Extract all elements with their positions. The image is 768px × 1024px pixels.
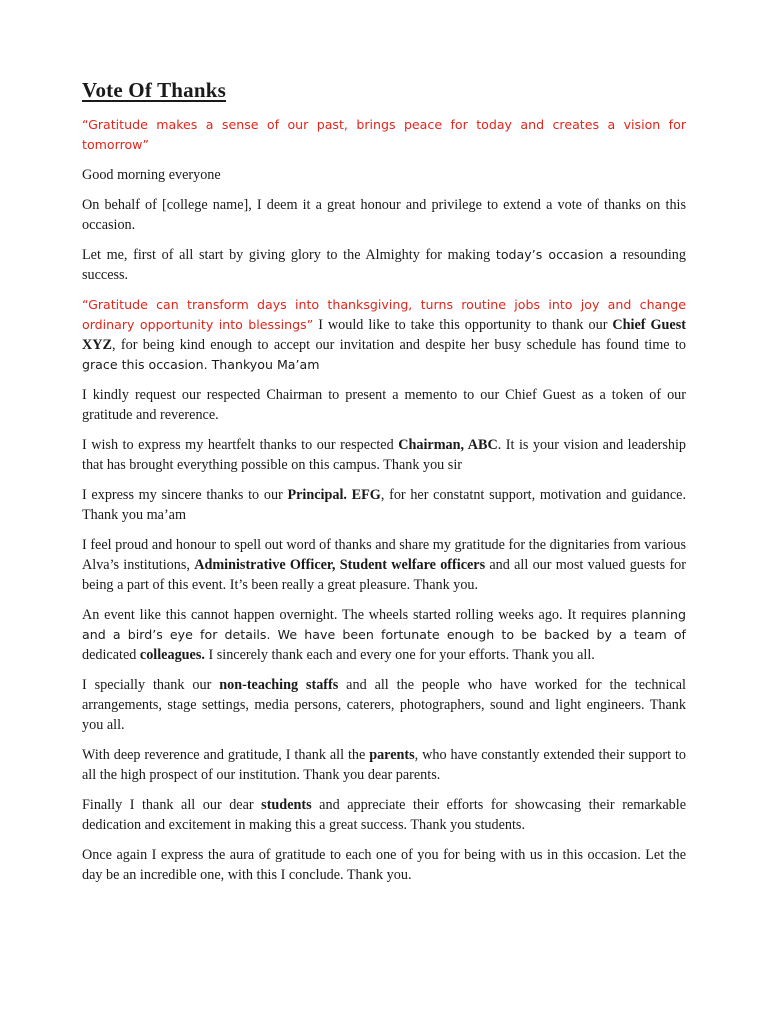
second-quote: “Gratitude can transform days into thanksgiving, turns routine jobs into joy and change ordinary opportunity into blessings” bbox=[82, 297, 686, 332]
paragraph-glory bbox=[82, 245, 686, 285]
opening-quote: “Gratitude makes a sense of our past, brings peace for today and creates a vision for tomorrow” bbox=[82, 117, 686, 152]
colleagues-text-d: I sincerely thank each and every one for your efforts. Thank you all. bbox=[204, 647, 595, 663]
parents-text-b: , who have constantly extended their support to all the high prospect of our institution. Thank you dear parents. bbox=[82, 747, 686, 783]
document-page bbox=[82, 76, 686, 895]
paragraph-memento: I kindly request our respected Chairman to present a memento to our Chief Guest as a token of our gratitude and reverence. bbox=[82, 387, 686, 423]
dignitaries-text-a: I feel proud and honour to spell out word of thanks and share my gratitude for the dignitaries from various Alva’s institutions, bbox=[82, 537, 686, 573]
principal-text-b: , for her constatnt support, motivation and guidance. Thank you ma’am bbox=[82, 487, 686, 523]
students-text-a: Finally I thank all our dear bbox=[82, 797, 262, 813]
paragraph-students bbox=[82, 795, 686, 835]
colleagues-text-c: dedicated bbox=[82, 647, 140, 663]
guest-text-a: I would like to take this opportunity to thank our bbox=[313, 317, 613, 333]
glory-text-c: resounding success. bbox=[82, 247, 686, 283]
glory-text-a: Let me, first of all start by giving glory to the Almighty for making bbox=[82, 247, 496, 263]
parents-text-a: With deep reverence and gratitude, I thank all the bbox=[82, 747, 370, 763]
paragraph-staff bbox=[82, 675, 686, 735]
dignitaries-text-b: and all our most valued guests for being a part of this event. It’s been really a great pleasure. Thank you. bbox=[82, 557, 686, 593]
guest-text-d: Thankyou Ma’am bbox=[207, 357, 320, 372]
glory-text-b: today’s occasion a bbox=[495, 247, 618, 262]
parents-bold: parents bbox=[369, 747, 415, 763]
paragraph-parents bbox=[82, 745, 686, 785]
colleagues-text-b: planning and a bird’s eye for details. We have been fortunate enough to be backed by a team of bbox=[82, 607, 686, 642]
colleagues-text-a: An event like this cannot happen overnight. The wheels started rolling weeks ago. It requires bbox=[82, 607, 632, 623]
colleagues-bold: colleagues. bbox=[139, 647, 205, 663]
paragraph-principal bbox=[82, 485, 686, 525]
chief-guest-name: Chief Guest XYZ bbox=[82, 317, 686, 353]
staff-text-b: and all the people who have worked for the technical arrangements, stage settings, media persons, caterers, photographers, sound and light engineers. Thank you all. bbox=[82, 677, 686, 733]
paragraph-colleagues bbox=[82, 605, 686, 665]
guest-text-b: , for being kind enough to accept our invitation and despite her busy schedule has found time to bbox=[111, 337, 686, 353]
principal-text-a: I express my sincere thanks to our bbox=[82, 487, 288, 503]
chairman-text-b: . It is your vision and leadership that has brought everything possible on this campus. Thank you sir bbox=[82, 437, 686, 473]
paragraph-chief-guest bbox=[82, 295, 686, 375]
paragraph-behalf: On behalf of [college name], I deem it a great honour and privilege to extend a vote of thanks on this occasion. bbox=[82, 197, 686, 233]
paragraph-chairman bbox=[82, 435, 686, 475]
guest-text-c: grace this occasion. bbox=[82, 357, 208, 372]
chairman-text-a: I wish to express my heartfelt thanks to our respected bbox=[82, 437, 399, 453]
paragraph-conclusion: Once again I express the aura of gratitude to each one of you for being with us in this occasion. Let the day be an incredible one, with this I conclude. Thank you. bbox=[82, 847, 686, 883]
students-bold: students bbox=[261, 797, 312, 813]
paragraph-dignitaries bbox=[82, 535, 686, 595]
staff-bold: non-teaching staffs bbox=[219, 677, 339, 693]
greeting: Good morning everyone bbox=[82, 167, 221, 183]
principal-name: Principal. EFG bbox=[287, 487, 381, 503]
staff-text-a: I specially thank our bbox=[82, 677, 220, 693]
students-text-b: and appreciate their efforts for showcasing their remarkable dedication and excitement in making this a great success. Thank you students. bbox=[82, 797, 686, 833]
dignitaries-names: Administrative Officer, Student welfare officers bbox=[194, 557, 486, 573]
document-title: Vote Of Thanks bbox=[82, 78, 227, 102]
chairman-name: Chairman, ABC bbox=[398, 437, 498, 453]
